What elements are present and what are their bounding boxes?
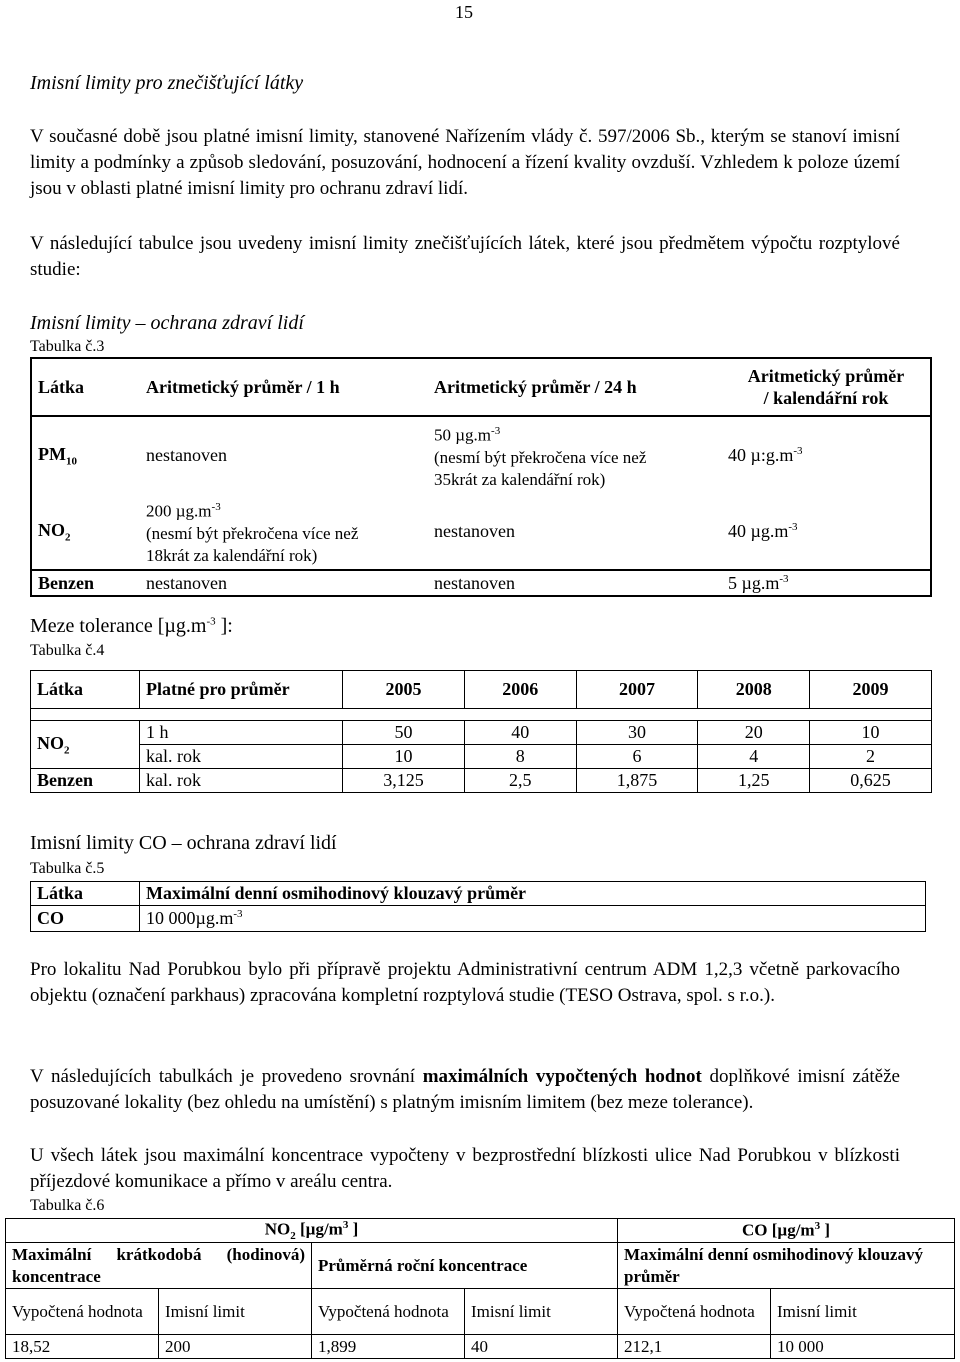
table-cell: 8 <box>464 745 576 769</box>
table-co-limit <box>30 881 926 932</box>
page-number: 15 <box>455 2 473 22</box>
header-2008: 2008 <box>698 671 810 709</box>
table-cell: 30 <box>576 721 698 745</box>
benzen-1h: nestanoven <box>140 570 428 596</box>
pm10-name: $PM_{10}$ <box>31 416 140 494</box>
no2-name: $NO_2$ <box>31 494 140 570</box>
pm10-1h: nestanoven <box>146 445 227 465</box>
header-co: CO [$\mu g/m^3$ ] <box>618 1219 955 1243</box>
header-vypoctena: Vypočtená hodnota <box>618 1289 771 1335</box>
table5-caption: Tabulka č.5 <box>30 860 105 877</box>
header-imisni-limit: Imisní limit <box>771 1289 955 1335</box>
benzen-24h: nestanoven <box>428 570 722 596</box>
table-cell: 3,125 <box>343 769 465 793</box>
paragraph-intro: V současné době jsou platné imisní limity, stanovené Nařízením vlády č. 597/2006 Sb., kterým se stanoví imisní limity a podmínky a způsob sledování, posuzování, hodnocení a řízení kvality ovzduší. Vzhledem k poloze území jsou v oblasti platné imisní limity pro ochranu zdraví lidí. <box>30 126 900 199</box>
table-cell: 6 <box>576 745 698 769</box>
tolerance-heading: Meze tolerance [$\mu g.m^{-3}$ ]: <box>30 615 233 637</box>
header-latka: Látka <box>31 882 140 906</box>
table-cell: 1,875 <box>576 769 698 793</box>
co-value: 10 $000\mu g.m^{-3}$ <box>140 906 926 932</box>
paragraph-rozptylova-studie: Pro lokalitu Nad Porubkou bylo při přípravě projektu Administrativní centrum ADM 1,2,3 včetně parkovacího objektu (označení parkhaus) zpracována kompletní rozptylová studie (TESO Ostrava, spol. s r.o.). <box>30 959 900 1006</box>
table-cell: 4 <box>698 745 810 769</box>
no2-24h: nestanoven <box>434 521 515 541</box>
header-max-denni: Maximální denní osmihodinový klouzavý průměr <box>140 882 926 906</box>
table-cell: 10 <box>810 721 932 745</box>
table-cell: 212,1 <box>618 1335 771 1359</box>
header-imisni-limit: Imisní limit <box>159 1289 312 1335</box>
table-meze-tolerance <box>30 670 932 793</box>
header-2006: 2006 <box>464 671 576 709</box>
header-prumerna-rocni: Průměrná roční koncentrace <box>312 1243 618 1289</box>
header-vypoctena: Vypočtená hodnota <box>312 1289 465 1335</box>
table-cell: 1,25 <box>698 769 810 793</box>
table-cell: 40 <box>465 1335 618 1359</box>
table-cell: 10 000 <box>771 1335 955 1359</box>
header-latka: Látka <box>31 671 140 709</box>
header-2005: 2005 <box>343 671 465 709</box>
co-name: CO <box>31 906 140 932</box>
table-cell: kal. rok <box>140 769 343 793</box>
table-cell: 200 <box>159 1335 312 1359</box>
header-2009: 2009 <box>810 671 932 709</box>
header-prumer-rok: Aritmetický průměr / kalendářní rok <box>722 358 931 416</box>
header-imisni-limit: Imisní limit <box>465 1289 618 1335</box>
table3-caption: Tabulka č.3 <box>30 338 105 355</box>
table-cell: 10 <box>343 745 465 769</box>
header-2007: 2007 <box>576 671 698 709</box>
paragraph-koncentrace: U všech látek jsou maximální koncentrace vypočteny v bezprostřední blízkosti ulice Nad Porubkou v blízkosti příjezdové komunikace a přímo v areálu centra. <box>30 1145 900 1192</box>
pm10-24h: 50 $\mu g.m^{-3}$ (nesmí být překročena více než 35krát za kalendářní rok) <box>434 425 647 489</box>
header-latka: Látka <box>31 358 140 416</box>
table-cell: 2,5 <box>464 769 576 793</box>
table-srovnani-hodnot <box>5 1218 955 1359</box>
header-max-kratkodoba: Maximální krátkodobá (hodinová) koncentrace <box>6 1243 312 1289</box>
section-heading-imisni-limity: Imisní limity pro znečišťující látky <box>30 72 304 94</box>
table-cell: 40 <box>464 721 576 745</box>
no2-1h: 200 $\mu g.m^{-3}$ (nesmí být překročena více než 18krát za kalendářní rok) <box>146 501 359 565</box>
table-imisni-limity <box>30 357 932 597</box>
header-prumer-1h: Aritmetický průměr / 1 h <box>140 358 428 416</box>
table-cell: 50 <box>343 721 465 745</box>
no2-rok: 40 $\mu g.m^{-3}$ <box>722 494 931 570</box>
table-cell: 20 <box>698 721 810 745</box>
paragraph-table-intro: V následující tabulce jsou uvedeny imisní limity znečišťujících látek, které jsou předmětem výpočtu rozptylové studie: <box>30 233 900 280</box>
table-cell: 1,899 <box>312 1335 465 1359</box>
pm10-rok: 40 $\mu:g.m^{-3}$ <box>722 416 931 494</box>
benzen-name: Benzen <box>31 769 140 793</box>
table6-caption: Tabulka č.6 <box>30 1197 105 1214</box>
no2-name: $NO_2$ <box>31 721 140 769</box>
section-heading-co: Imisní limity CO – ochrana zdraví lidí <box>30 832 337 854</box>
benzen-name: Benzen <box>31 570 140 596</box>
table-cell: 2 <box>810 745 932 769</box>
paragraph-srovnani: V následujících tabulkách je provedeno srovnání maximálních vypočtených hodnot doplňkové imisní zátěže posuzované lokality (bez ohledu na umístění) s platným imisním limitem (bez meze tolerance). <box>30 1066 900 1113</box>
table-cell: 18,52 <box>6 1335 159 1359</box>
header-no2: $NO_2$ [$\mu g/m^3$ ] <box>6 1219 618 1243</box>
benzen-rok: 5 $\mu g.m^{-3}$ <box>722 570 931 596</box>
header-prumer-24h: Aritmetický průměr / 24 h <box>428 358 722 416</box>
spacer-row <box>31 709 932 721</box>
table4-caption: Tabulka č.4 <box>30 642 105 659</box>
table-cell: kal. rok <box>140 745 343 769</box>
table-cell: 0,625 <box>810 769 932 793</box>
section-heading-ochrana-zdravi: Imisní limity – ochrana zdraví lidí <box>30 312 304 334</box>
header-max-denni: Maximální denní osmihodinový klouzavý průměr <box>618 1243 955 1289</box>
header-vypoctena: Vypočtená hodnota <box>6 1289 159 1335</box>
table-cell: 1 h <box>140 721 343 745</box>
header-platne: Platné pro průměr <box>140 671 343 709</box>
